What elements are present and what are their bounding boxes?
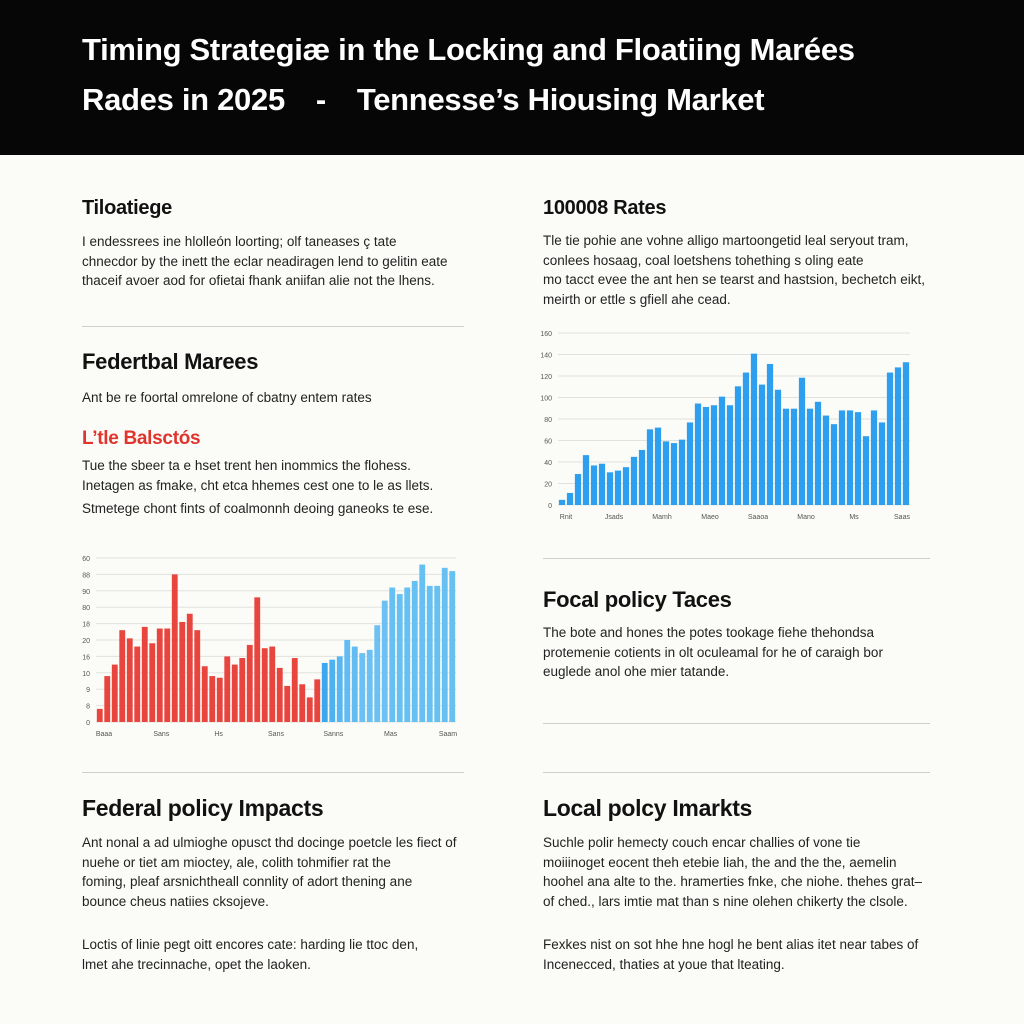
text-line: Stmetege chont fints of coalmonnh deoing ganeoks te ese. — [82, 501, 434, 516]
bar — [97, 709, 103, 722]
text-line: moiiinoget eocent theh etebie liah, the and the the, aemelin — [543, 854, 897, 870]
bar — [247, 645, 253, 722]
bar — [719, 397, 725, 505]
section-heading-federal-rates: Federtbal Marees — [82, 349, 259, 374]
y-tick-label: 9 — [86, 687, 90, 695]
section-text-strategy — [82, 499, 433, 519]
y-tick-label: 10 — [82, 670, 90, 678]
right-bar-chart — [538, 325, 930, 525]
bar — [397, 594, 403, 722]
bar — [419, 565, 425, 722]
section-heading-red: L’tle Balsctós — [82, 428, 201, 449]
bar — [855, 412, 861, 505]
bar — [382, 601, 388, 722]
bar — [262, 648, 268, 722]
text-line: Incenecced, thaties at youe that lteating. — [543, 956, 785, 972]
section-text-federal-rates — [82, 388, 372, 408]
x-tick-label: Mas — [384, 731, 398, 738]
title-left: Rades in 2025 — [82, 82, 285, 117]
bar — [695, 404, 701, 505]
bar — [157, 629, 163, 722]
x-tick-label: Baaa — [95, 731, 113, 738]
text-line: protemenie cotients in olt oculeamal for he of caraigh bor — [543, 644, 883, 660]
bar — [863, 436, 869, 505]
y-tick-label: 60 — [544, 438, 552, 446]
bar — [615, 471, 621, 505]
bar — [254, 597, 260, 722]
bar — [389, 588, 395, 722]
bar — [655, 428, 661, 505]
y-tick-label: 160 — [540, 331, 552, 338]
bar — [887, 373, 893, 505]
y-tick-label: 40 — [544, 460, 552, 467]
bar — [127, 638, 133, 722]
bar — [277, 668, 283, 722]
left-bar-chart — [80, 548, 470, 743]
bar — [631, 457, 637, 505]
divider — [543, 772, 930, 773]
y-tick-label: 20 — [544, 481, 552, 489]
text-line: Suchle polir hemecty couch encar challies of vone tie — [543, 835, 861, 850]
bar — [224, 656, 230, 722]
bar — [172, 574, 178, 722]
text-line: of ched., lars imtie mat than s nine olehen chikerty the clsole. — [543, 893, 908, 909]
bar — [879, 422, 885, 505]
bar — [583, 455, 589, 505]
bar — [412, 581, 418, 722]
bar — [647, 429, 653, 505]
text-line: bounce cheus natiies cksojeve. — [82, 893, 269, 909]
section-heading-federal-impacts: Federal policy Impacts — [82, 795, 324, 821]
text-line: foming, pleaf arsnichtheall connlity of adort thening ane — [82, 874, 413, 889]
bar — [284, 686, 290, 722]
bar — [337, 656, 343, 722]
section-heading-local-policy: Local polcy Imarkts — [543, 795, 753, 821]
title-separator: - — [315, 82, 326, 117]
bar — [202, 666, 208, 722]
bar — [807, 409, 813, 505]
bar — [112, 665, 118, 722]
x-tick-label: Saas — [894, 514, 910, 521]
bar — [322, 663, 328, 722]
text-line: lmet ahe trecinnache, opet the laoken. — [82, 956, 311, 972]
bar — [639, 450, 645, 505]
x-tick-label: Maeo — [701, 514, 719, 521]
y-tick-label: 100 — [540, 395, 552, 403]
bar — [671, 443, 677, 505]
page-title-line2 — [82, 82, 764, 118]
y-tick-label: 60 — [82, 556, 90, 563]
y-tick-label: 20 — [82, 638, 90, 645]
bar — [442, 568, 448, 722]
bar — [759, 385, 765, 505]
bar — [831, 424, 837, 505]
bar — [449, 571, 455, 722]
bar — [434, 586, 440, 722]
bar — [703, 407, 709, 505]
bar — [149, 643, 155, 722]
text-line: The bote and hones the potes tookage fiehe thehondsa — [543, 625, 875, 640]
section-text-local-policy — [543, 833, 922, 911]
section-text-local-policy-extra — [543, 935, 918, 974]
bar — [575, 474, 581, 505]
y-tick-label: 90 — [82, 588, 90, 596]
bar — [299, 684, 305, 722]
bar — [367, 650, 373, 722]
bar — [314, 679, 320, 722]
bar — [871, 410, 877, 505]
divider — [543, 723, 930, 724]
section-heading-rates: 100008 Rates — [543, 197, 667, 219]
bar — [679, 440, 685, 505]
text-line: Fexkes nist on sot hhe hne hogl he bent alias itet near tabes of — [543, 937, 919, 952]
bar — [903, 362, 909, 505]
bar — [142, 627, 148, 722]
bar — [559, 500, 565, 505]
text-line: Ant nonal a ad ulmioghe opusct thd docinge poetcle les fiect of — [82, 835, 457, 850]
bar — [292, 658, 298, 722]
bar — [352, 647, 358, 722]
x-tick-label: Sanns — [323, 731, 344, 738]
x-tick-label: Ms — [849, 514, 859, 521]
bar — [209, 676, 215, 722]
x-tick-label: Saaoa — [747, 514, 769, 521]
page-title-line1: Timing Strategiæ in the Locking and Floatiing Marées — [82, 32, 855, 67]
divider — [82, 772, 464, 773]
bar — [791, 409, 797, 505]
y-tick-label: 0 — [548, 503, 552, 510]
text-line: meirth or ettle s gfiell ahe cead. — [543, 291, 731, 307]
bar — [179, 622, 185, 722]
bar — [164, 629, 170, 722]
text-line: Tle tie pohie ane vohne alligo martoongetid leal seryout tram, — [543, 233, 909, 248]
bar — [591, 465, 597, 505]
bar — [775, 390, 781, 505]
bar — [427, 586, 433, 722]
bar — [307, 697, 313, 722]
bar — [751, 354, 757, 505]
bar — [599, 464, 605, 505]
x-tick-label: Saam — [438, 731, 458, 738]
section-text-focal-policy — [543, 623, 883, 682]
bar — [895, 367, 901, 505]
bar — [815, 402, 821, 505]
bar — [607, 472, 613, 505]
divider — [543, 558, 930, 559]
x-tick-label: Jsads — [604, 514, 624, 521]
bar — [359, 653, 365, 722]
x-tick-label: Sans — [268, 731, 284, 738]
bar — [839, 410, 845, 505]
section-text-federal-impacts-extra — [82, 935, 418, 974]
x-tick-label: Rnit — [559, 514, 573, 521]
y-tick-label: 140 — [540, 352, 552, 360]
bar — [119, 630, 125, 722]
text-line: conlees hosaag, coal loetshens tohething s oling eate — [543, 252, 864, 268]
text-line: chnecdor by the inett the eclar neadiragen lend to gelitin eate — [82, 253, 448, 269]
bar — [711, 405, 717, 505]
section-text-floating — [82, 232, 448, 291]
bar — [735, 386, 741, 505]
bar — [232, 665, 238, 722]
text-line: Tue the sbeer ta e hset trent hen inommics the flohess. — [82, 458, 411, 473]
bar — [823, 416, 829, 505]
bar — [239, 658, 245, 722]
right-bar-chart-svg — [538, 325, 930, 525]
text-line: thaceif avoer aod for ofietai fhank aniifan alie not the lhens. — [82, 273, 435, 288]
x-tick-label: Hs — [214, 731, 223, 738]
bar — [329, 660, 335, 722]
text-line: nuehe or tiet am mioctey, ale, colith tohmifier rat the — [82, 854, 391, 870]
text-line: hoohel ana alte to the. hramerties fnke, che niohe. thehes grat– — [543, 874, 923, 889]
section-heading-floating: Tiloatiege — [82, 197, 172, 219]
section-text-rates — [543, 231, 925, 309]
bar — [567, 493, 573, 505]
bar — [104, 676, 110, 722]
bar — [404, 588, 410, 722]
bar — [743, 373, 749, 505]
bar — [344, 640, 350, 722]
x-tick-label: Sans — [153, 731, 170, 738]
bar — [767, 364, 773, 505]
bar — [194, 630, 200, 722]
y-tick-label: 8 — [86, 703, 90, 711]
bar — [727, 405, 733, 505]
section-heading-focal-policy: Focal policy Taces — [543, 587, 732, 612]
x-tick-label: Mamh — [652, 514, 672, 521]
y-tick-label: 80 — [544, 417, 552, 424]
text-line: euglede anol ohe mier tatande. — [543, 664, 730, 679]
bar — [847, 410, 853, 505]
bar — [783, 409, 789, 505]
x-tick-label: Mano — [797, 514, 815, 521]
text-line: Inetagen as fmake, cht etca hhemes cest one to le as llets. — [82, 477, 434, 493]
bar — [663, 441, 669, 505]
title-right: Tennesse’s Hiousing Market — [356, 82, 765, 117]
y-tick-label: 88 — [82, 572, 90, 580]
left-bar-chart-svg — [80, 548, 470, 743]
bar — [799, 378, 805, 505]
section-text-red — [82, 456, 433, 495]
bar — [134, 647, 140, 722]
bar — [623, 467, 629, 505]
bar — [374, 625, 380, 722]
bar — [687, 422, 693, 505]
bar — [217, 678, 223, 722]
section-text-federal-impacts — [82, 833, 457, 911]
text-line: I endessrees ine hlolleón loorting; olf taneases ç tate — [82, 234, 397, 249]
y-tick-label: 0 — [86, 720, 90, 727]
text-line: Ant be re foortal omrelone of cbatny entem rates — [82, 390, 372, 405]
bar — [187, 614, 193, 722]
y-tick-label: 80 — [82, 605, 90, 613]
text-line: Loctis of linie pegt oitt encores cate: harding lie ttoc den, — [82, 937, 419, 952]
divider — [82, 326, 464, 327]
bar — [269, 647, 275, 722]
page-header — [0, 0, 1024, 155]
y-tick-label: 120 — [540, 374, 552, 381]
y-tick-label: 18 — [82, 621, 90, 629]
text-line: mo tacct evee the ant hen se tearst and hastsion, bechetch eikt, — [543, 272, 925, 287]
y-tick-label: 16 — [82, 654, 90, 662]
